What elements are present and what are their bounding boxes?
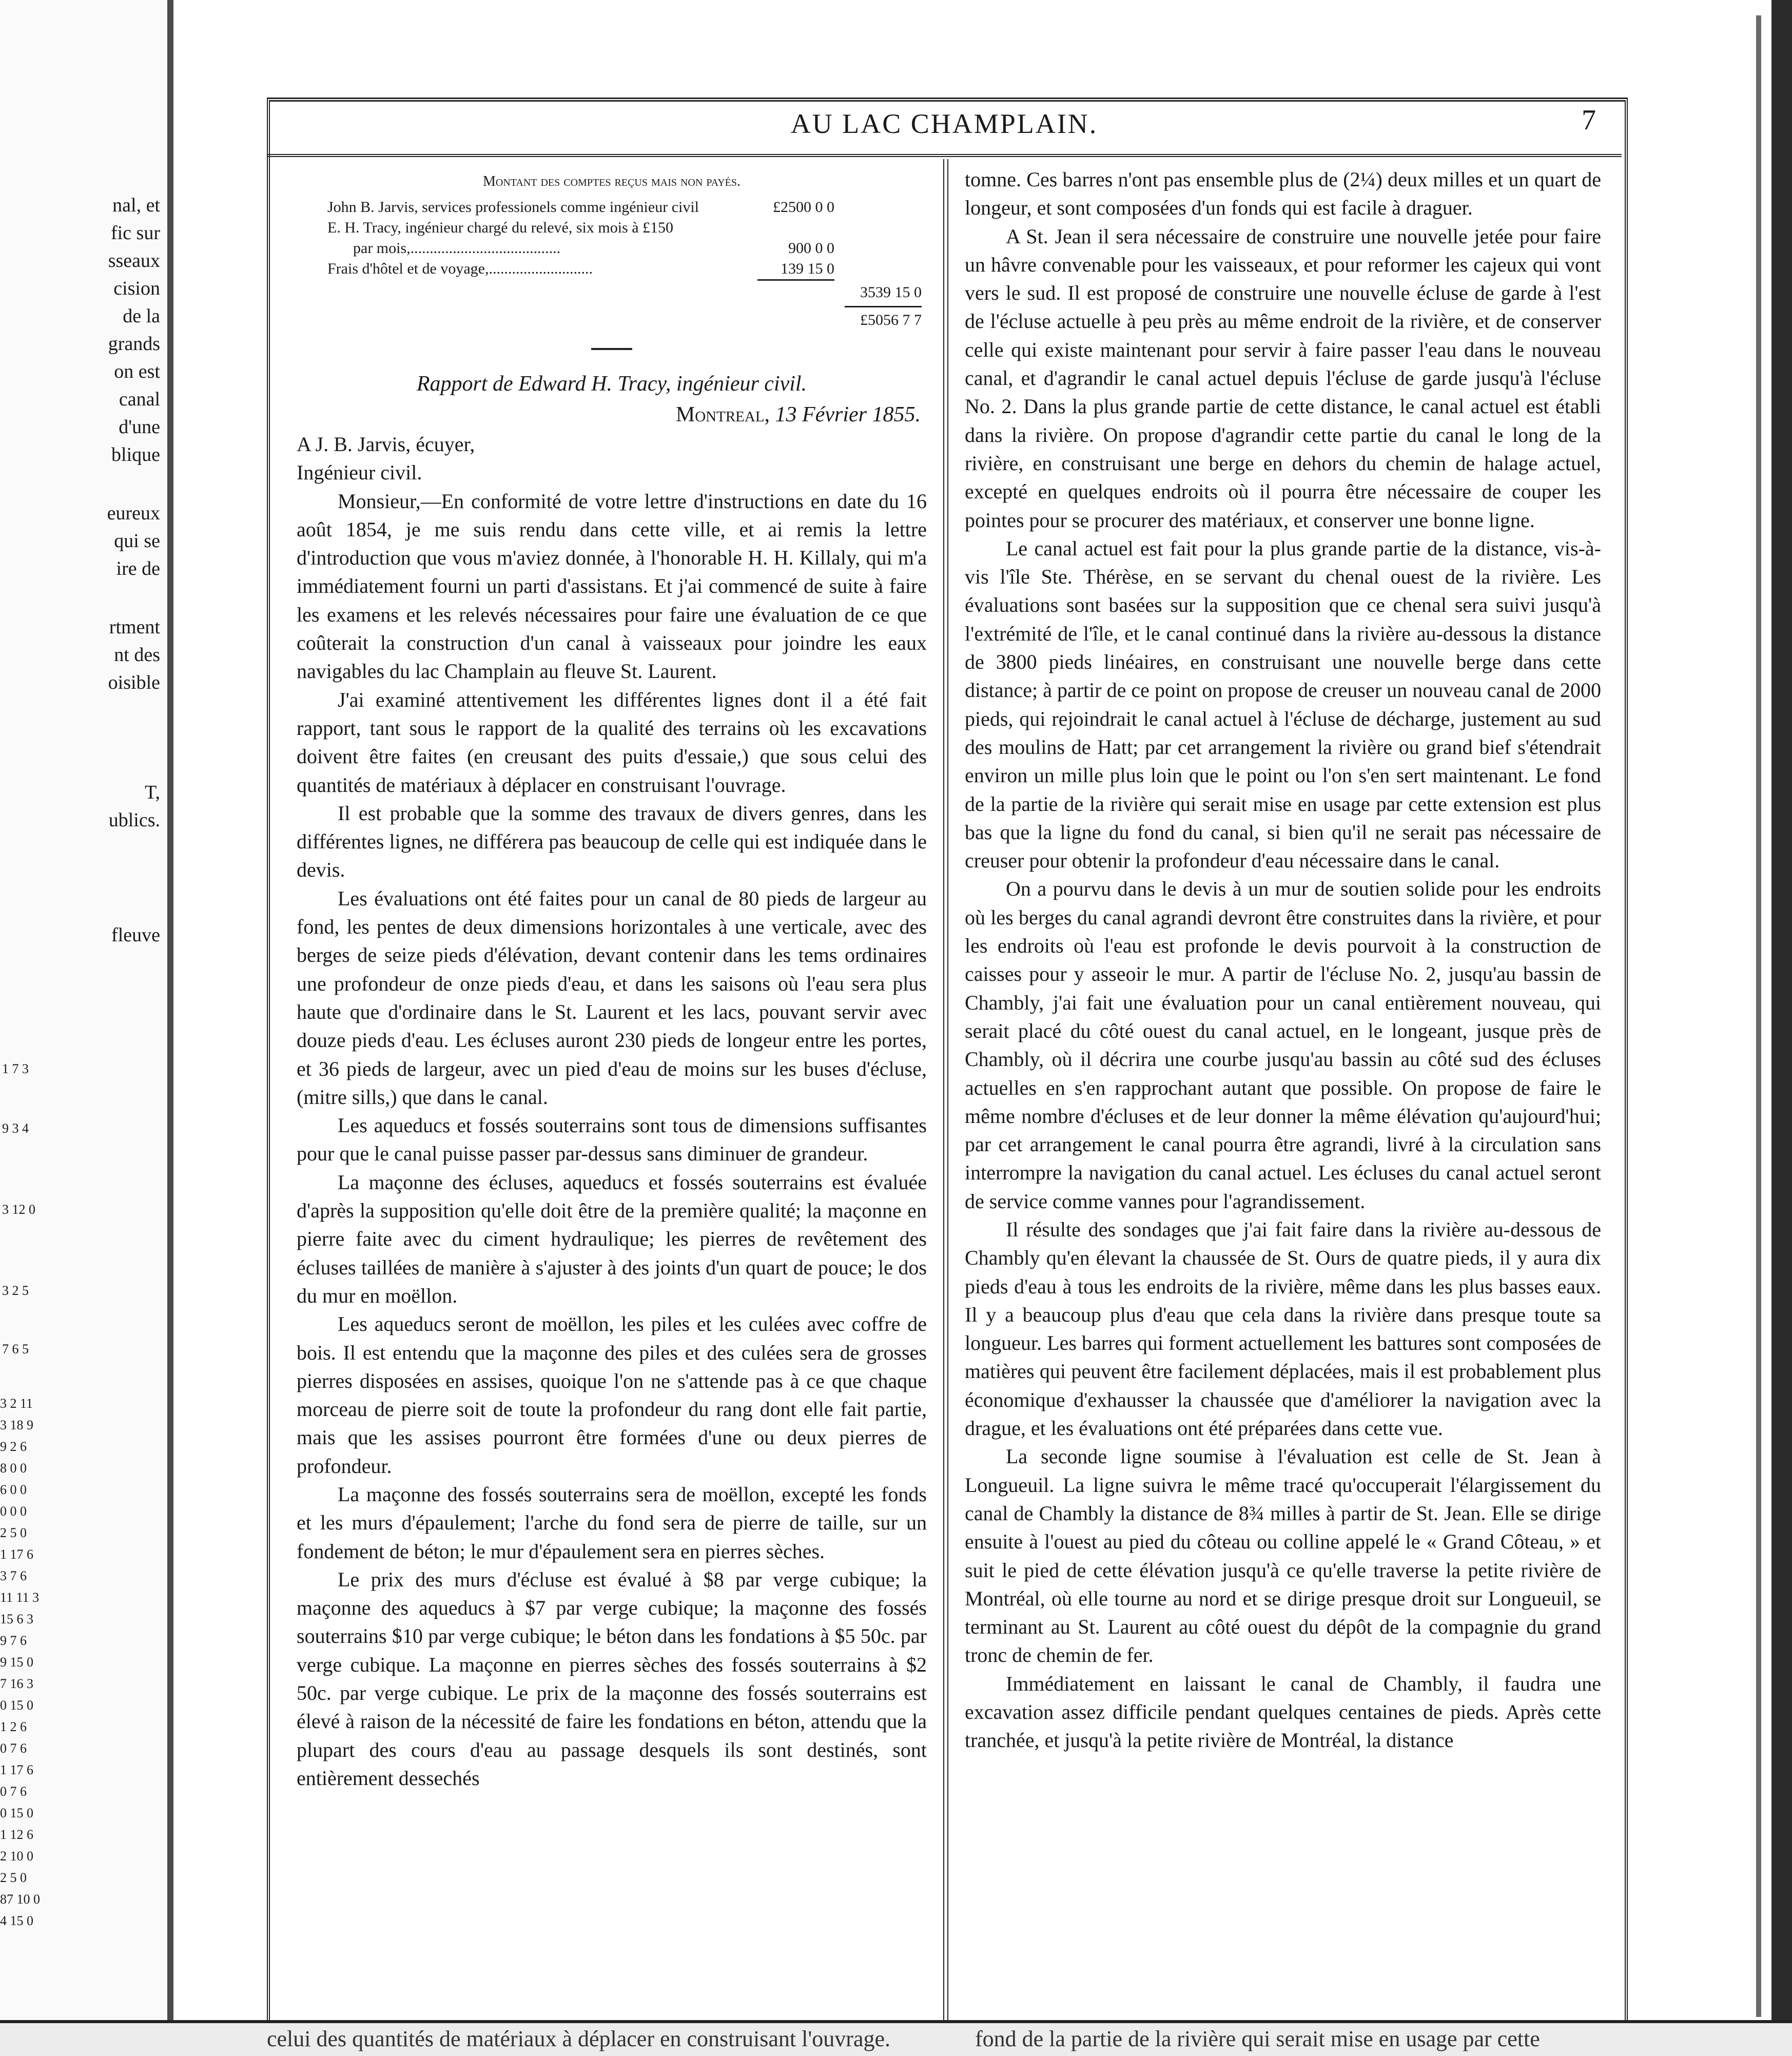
paragraph: Le canal actuel est fait pour la plus grande partie de la distance, vis-à-vis l'île Ste. Thérèse, en se servant du chenal ouest de la rivière. Les évaluations sont basées sur la supposition que ce chenal sera suivi jusqu'à l'extrémité de l'île, et le canal continué dans la rivière au-dessous la distance de 3800 pieds linéaires, en construisant une nouvelle berge dans cette distance; à partir de ce point on propose de creuser un nouveau canal de 2000 pieds, qui rejoindrait le canal actuel à l'écluse de décharge, justement au sud des moulins de Hatt; par cet arrangement la rivière ou grand bief s'étendrait environ un mille plus loin que le point ou l'on s'en sert maintenant. Le fond de la partie de la rivière qui serait mise en usage par cette extension est plus bas que la ligne du fond du canal, si bien qu'il ne serait pas nécessaire de creuser pour obtenir la profondeur d'eau nécessaire dans le canal.	[965, 536, 1601, 872]
left-page-fragment: T,	[145, 782, 160, 803]
running-title: AU LAC CHAMPLAIN.	[790, 108, 1098, 139]
left-page-fragment: sseaux	[108, 250, 160, 271]
paragraph: Immédiatement en laissant le canal de Chambly, il faudra une excavation assez difficile pendant quelques centaines de pieds. Après cette tranchée, et jusqu'à la petite rivière de Montréal, la distance	[965, 1672, 1601, 1752]
accounts-label: John B. Jarvis, services professionels comme ingénieur civil	[327, 199, 699, 216]
left-page-number: 0 7 6	[0, 1741, 27, 1756]
accounts-amount: £2500 0 0	[773, 199, 834, 216]
left-page-number: 6 0 0	[0, 1482, 27, 1497]
paragraph: J'ai examiné attentivement les différentes lignes dont il a été fait rapport, tant sous le rapport de la qualité des terrains où les excavations doivent être faites (en creusant des puits d'essaie,) que sous celui des quantités de matériaux à déplacer en construisant l'ouvrage.	[297, 688, 927, 797]
accounts-table	[297, 197, 927, 333]
left-page-number: 9 7 6	[0, 1633, 27, 1648]
left-page-fragment: blique	[111, 444, 160, 465]
sum-rule	[845, 306, 922, 307]
left-page-number: 7 16 3	[0, 1676, 33, 1691]
left-page-number: 3 18 9	[0, 1418, 33, 1432]
paragraph: Il résulte des sondages que j'ai fait faire dans la rivière au-dessous de Chambly qu'en élevant la chaussée de St. Ours de quatre pieds, il y aura dix pieds d'eau à tous les endroits de la rivière, même dans les plus basses eaux. Il y a beaucoup plus d'eau que cela dans la rivière dans presque toute sa longueur. Les barres qui forment actuellement les battures sont composées de matières qui peuvent être facilement déplacées, mais il est probablement plus économique d'exhausser la chaussée que d'améliorer la navigation avec la drague, et les évaluations ont été préparées dans cette vue.	[965, 1217, 1601, 1440]
left-page-fragment: nal, et	[112, 195, 160, 216]
left-column	[297, 163, 927, 1792]
accounts-row	[297, 218, 927, 238]
accounts-amount: 900 0 0	[788, 240, 834, 257]
page-gutter-shadow	[167, 0, 173, 2022]
left-page-fragment: fic sur	[110, 222, 160, 244]
left-page-fragment: grands	[108, 333, 160, 355]
paragraph: La maçonne des écluses, aqueducs et fossés souterrains est évaluée d'après la supposition qu'elle doit être de la première qualité; la maçonne en pierre faite avec du ciment hydraulique; les pierres de revêtement des écluses taillées de manière à s'ajuster à des joints d'un quart de pouce; le dos du mur en moëllon.	[297, 1170, 927, 1307]
dateline-place: Montreal,	[675, 403, 770, 426]
left-page-fragment: eureux	[107, 502, 160, 524]
scan-border-right	[1771, 0, 1792, 2053]
left-page-number: 4 15 0	[0, 1913, 33, 1928]
left-page-number: 1 17 6	[0, 1547, 33, 1562]
left-page-number: 0 7 6	[0, 1784, 27, 1799]
paragraph: Les aqueducs seront de moëllon, les piles et les culées avec coffre de bois. Il est entendu que la maçonne des piles et des culées sera de grosses pierres disposées en assises, quoique l'on ne s'attende pas à ce que chaque morceau de pierre soit de toute la profondeur du rang dont elle fait partie, mais que les assises pourront être formées d'une ou deux pierres de profondeur.	[297, 1312, 927, 1478]
left-page-number: 3 2 5	[2, 1283, 29, 1298]
left-page-fragment: oisible	[108, 672, 160, 693]
page-header	[267, 98, 1622, 157]
left-page-number: 1 7 3	[2, 1061, 29, 1076]
section-separator	[591, 348, 632, 350]
report-title: Rapport de Edward H. Tracy, ingénieur civil.	[416, 372, 807, 396]
left-page-number: 1 17 6	[0, 1762, 33, 1777]
left-page-fragment: nt des	[114, 644, 160, 666]
adjacent-page-left	[0, 0, 167, 2020]
left-page-number: 11 11 3	[0, 1590, 40, 1605]
addressee-name: A J. B. Jarvis, écuyer,	[297, 433, 475, 456]
paragraph: Monsieur,—En conformité de votre lettre d'instructions en date du 16 août 1854, je me suis rendu dans cette ville, et ai remis la lettre d'introduction que vous m'aviez donnée, à l'honorable H. H. Killaly, qui m'a immédiatement fourni un parti d'assistans. Et j'ai commencé de suite à faire les examens et les relevés nécessaires pour faire une évaluation de ce que coûterait la construction d'un canal à vaisseaux pour joindre les eaux navigables du lac Champlain au fleuve St. Laurent.	[297, 489, 927, 683]
accounts-row	[297, 197, 927, 218]
accounts-label: par mois,.......................................	[353, 240, 561, 257]
paragraph: La maçonne des fossés souterrains sera de moëllon, excepté les fonds et les murs d'épaulement; l'arche du fond sera de pierre de taille, sur un fondement de béton; le mur d'épaulement sera en pierres sèches.	[297, 1482, 927, 1563]
left-page-number: 2 5 0	[0, 1525, 27, 1540]
dateline-date: 13 Février 1855.	[775, 403, 921, 426]
left-page-number: 1 2 6	[0, 1719, 27, 1734]
paragraph: A St. Jean il sera nécessaire de construire une nouvelle jetée pour faire un hâvre convenable pour les vaisseaux, et pour reformer les cajeux qui vont vers le sud. Il est proposé de construire une nouvelle écluse de garde à l'est de l'écluse actuelle à peu près au même endroit de la rivière, et de conserver celle qui existe maintenant pour servir à faire passer l'eau dans le nouveau canal, et d'agrandir le canal actuel depuis l'écluse de garde jusqu'à l'écluse No. 2. Dans la plus grande partie de cette distance, le canal actuel est établi dans la rivière. On propose d'agrandir cette partie du canal le long de la rivière, en construisant une berge en dehors du chemin de halage actuel, excepté en quelques endroits où il pourra être nécessaire de couper les pointes pour se procurer des matériaux, et conserver une bonne ligne.	[965, 224, 1601, 532]
left-page-number: 0 15 0	[0, 1806, 33, 1820]
accounts-label: Frais d'hôtel et de voyage,...........................	[327, 260, 593, 277]
left-page-number: 3 7 6	[0, 1568, 27, 1583]
left-page-fragment: fleuve	[111, 924, 160, 946]
left-page-number: 3 12 0	[2, 1202, 35, 1217]
paragraph: tomne. Ces barres n'ont pas ensemble plus de (2¼) deux milles et un quart de longeur, et sont composées d'un fonds qui est facile à draguer.	[965, 168, 1601, 220]
accounts-row	[297, 304, 927, 333]
paragraph: Les aqueducs et fossés souterrains sont tous de dimensions suffisantes pour que le canal puisse passer par-dessus sans diminuer de grandeur.	[297, 1114, 927, 1166]
accounts-total: £5056 7 7	[860, 312, 922, 328]
left-page-number: 2 5 0	[0, 1870, 27, 1885]
left-page-fragment: d'une	[119, 416, 160, 438]
left-page-fragment: ire de	[116, 558, 160, 579]
accounts-label: E. H. Tracy, ingénieur chargé du relevé, six mois à £150	[327, 219, 674, 236]
left-page-number: 9 2 6	[0, 1439, 27, 1454]
sum-rule	[757, 279, 834, 281]
page-edge-line	[1756, 15, 1761, 2017]
page-number: 7	[1582, 104, 1596, 136]
strip-text-left: celui des quantités de matériaux à déplacer en construisant l'ouvrage.	[267, 2026, 891, 2051]
left-page-number: 15 6 3	[0, 1612, 33, 1626]
left-page-number: 2 10 0	[0, 1849, 33, 1864]
left-page-number: 0 15 0	[0, 1698, 33, 1713]
paragraph: Les évaluations ont été faites pour un canal de 80 pieds de largeur au fond, les pentes de deux dimensions horizontales à une verticale, avec des berges de seize pieds d'élévation, devant contenir dans les tems ordinaires une profondeur de onze pieds d'eau, et dans les saisons où l'eau sera plus haute que d'ordinaire dans le St. Laurent et les lacs, pouvant servir avec douze pieds d'eau. Les écluses auront 230 pieds de longeur entre les portes, et 36 pieds de largeur, avec un pied d'eau de moins sur les buses d'écluse, (mitre sills,) que dans le canal.	[297, 886, 927, 1109]
left-page-fragment: ublics.	[108, 809, 160, 831]
paragraph: La seconde ligne soumise à l'évaluation est celle de St. Jean à Longueuil. La ligne suivra le même tracé qu'occuperait l'élargissement du canal de Chambly la distance de 8¾ milles à partir de St. Jean. Elle se dirige ensuite à l'ouest au pied du côteau ou colline appelé le « Grand Côteau, » et suit le pied de cette élévation jusqu'à ce qu'elle traverse la petite rivière de Montréal, où elle tourne au nord et se dirige presque droit sur Longueuil, se terminant au St. Laurent au côté ouest du dépôt de la compagnie du grand tronc de chemin de fer.	[965, 1445, 1601, 1667]
left-page-number: 9 15 0	[0, 1655, 33, 1670]
paragraph: On a pourvu dans le devis à un mur de soutien solide pour les endroits où les berges du canal agrandi devront être construites dans la rivière, et pour les endroits où l'eau est profonde le devis pourvoit à la construction de caisses pour y asseoir le mur. A partir de l'écluse No. 2, jusqu'au bassin de Chambly, j'ai fait une évaluation pour un canal entièrement nouveau, qui serait placé du côté ouest du canal actuel, en le longeant, jusque près de Chambly, où il décrira une courbe jusqu'au bassin au côté sud des écluses actuelles en s'en rapprochant autant que possible. On propose de faire le même nombre d'écluses et de leur donner la même élévation qu'aujourd'hui; par cet arrangement le canal pourra être agrandi, livré à la circulation sans interrompre la navigation du canal actuel. Les écluses du canal actuel seront de service comme vannes pour l'agrandissement.	[965, 877, 1601, 1213]
report-dateline	[297, 399, 927, 430]
column-rule	[943, 159, 948, 2022]
left-page-number: 7 6 5	[2, 1342, 29, 1356]
bottom-strip	[0, 2020, 1792, 2056]
accounts-amount: 139 15 0	[781, 260, 834, 277]
left-page-number: 8 0 0	[0, 1461, 27, 1476]
left-page-fragment: canal	[119, 389, 160, 410]
paragraph: Le prix des murs d'écluse est évalué à $8 par verge cubique; la maçonne des aqueducs à $7 par verge cubique; la maçonne des fossés souterrains $10 par verge cubique; le béton dans les fondations à $5 50c. par verge cubique. La maçonne en pierres sèches des fossés souterrains à $2 50c. par verge cubique. Le prix de la maçonne des fossés souterrains est élevé à raison de la nécessité de faire les fondations en béton, attendu que la plupart des cours d'eau au passage desquels ils sont destinés, sont entièrement dessechés	[297, 1567, 927, 1790]
accounts-title: Montant des comptes reçus mais non payés.	[482, 173, 741, 189]
left-page-number: 0 0 0	[0, 1504, 27, 1519]
left-page-fragment: on est	[114, 361, 160, 382]
accounts-subtotal: 3539 15 0	[860, 284, 922, 301]
left-page-fragment: qui se	[114, 530, 160, 552]
left-page-number: 1 12 6	[0, 1827, 33, 1842]
left-page-number: 3 2 11	[0, 1396, 33, 1411]
left-page-fragment: rtment	[109, 616, 160, 638]
addressee-title: Ingénieur civil.	[297, 461, 422, 484]
accounts-row	[297, 279, 927, 304]
accounts-row	[297, 259, 927, 279]
right-column	[965, 165, 1601, 1755]
left-page-fragment: cision	[113, 278, 160, 299]
accounts-row	[297, 238, 927, 259]
strip-text-right: fond de la partie de la rivière qui serait mise en usage par cette	[975, 2026, 1540, 2051]
left-page-fragment: de la	[123, 305, 160, 327]
paragraph: Il est probable que la somme des travaux de divers genres, dans les différentes lignes, ne différera pas beaucoup de celle qui est indiquée dans le devis.	[297, 801, 927, 882]
left-page-number: 9 3 4	[2, 1121, 29, 1136]
left-page-number: 87 10 0	[0, 1892, 40, 1907]
